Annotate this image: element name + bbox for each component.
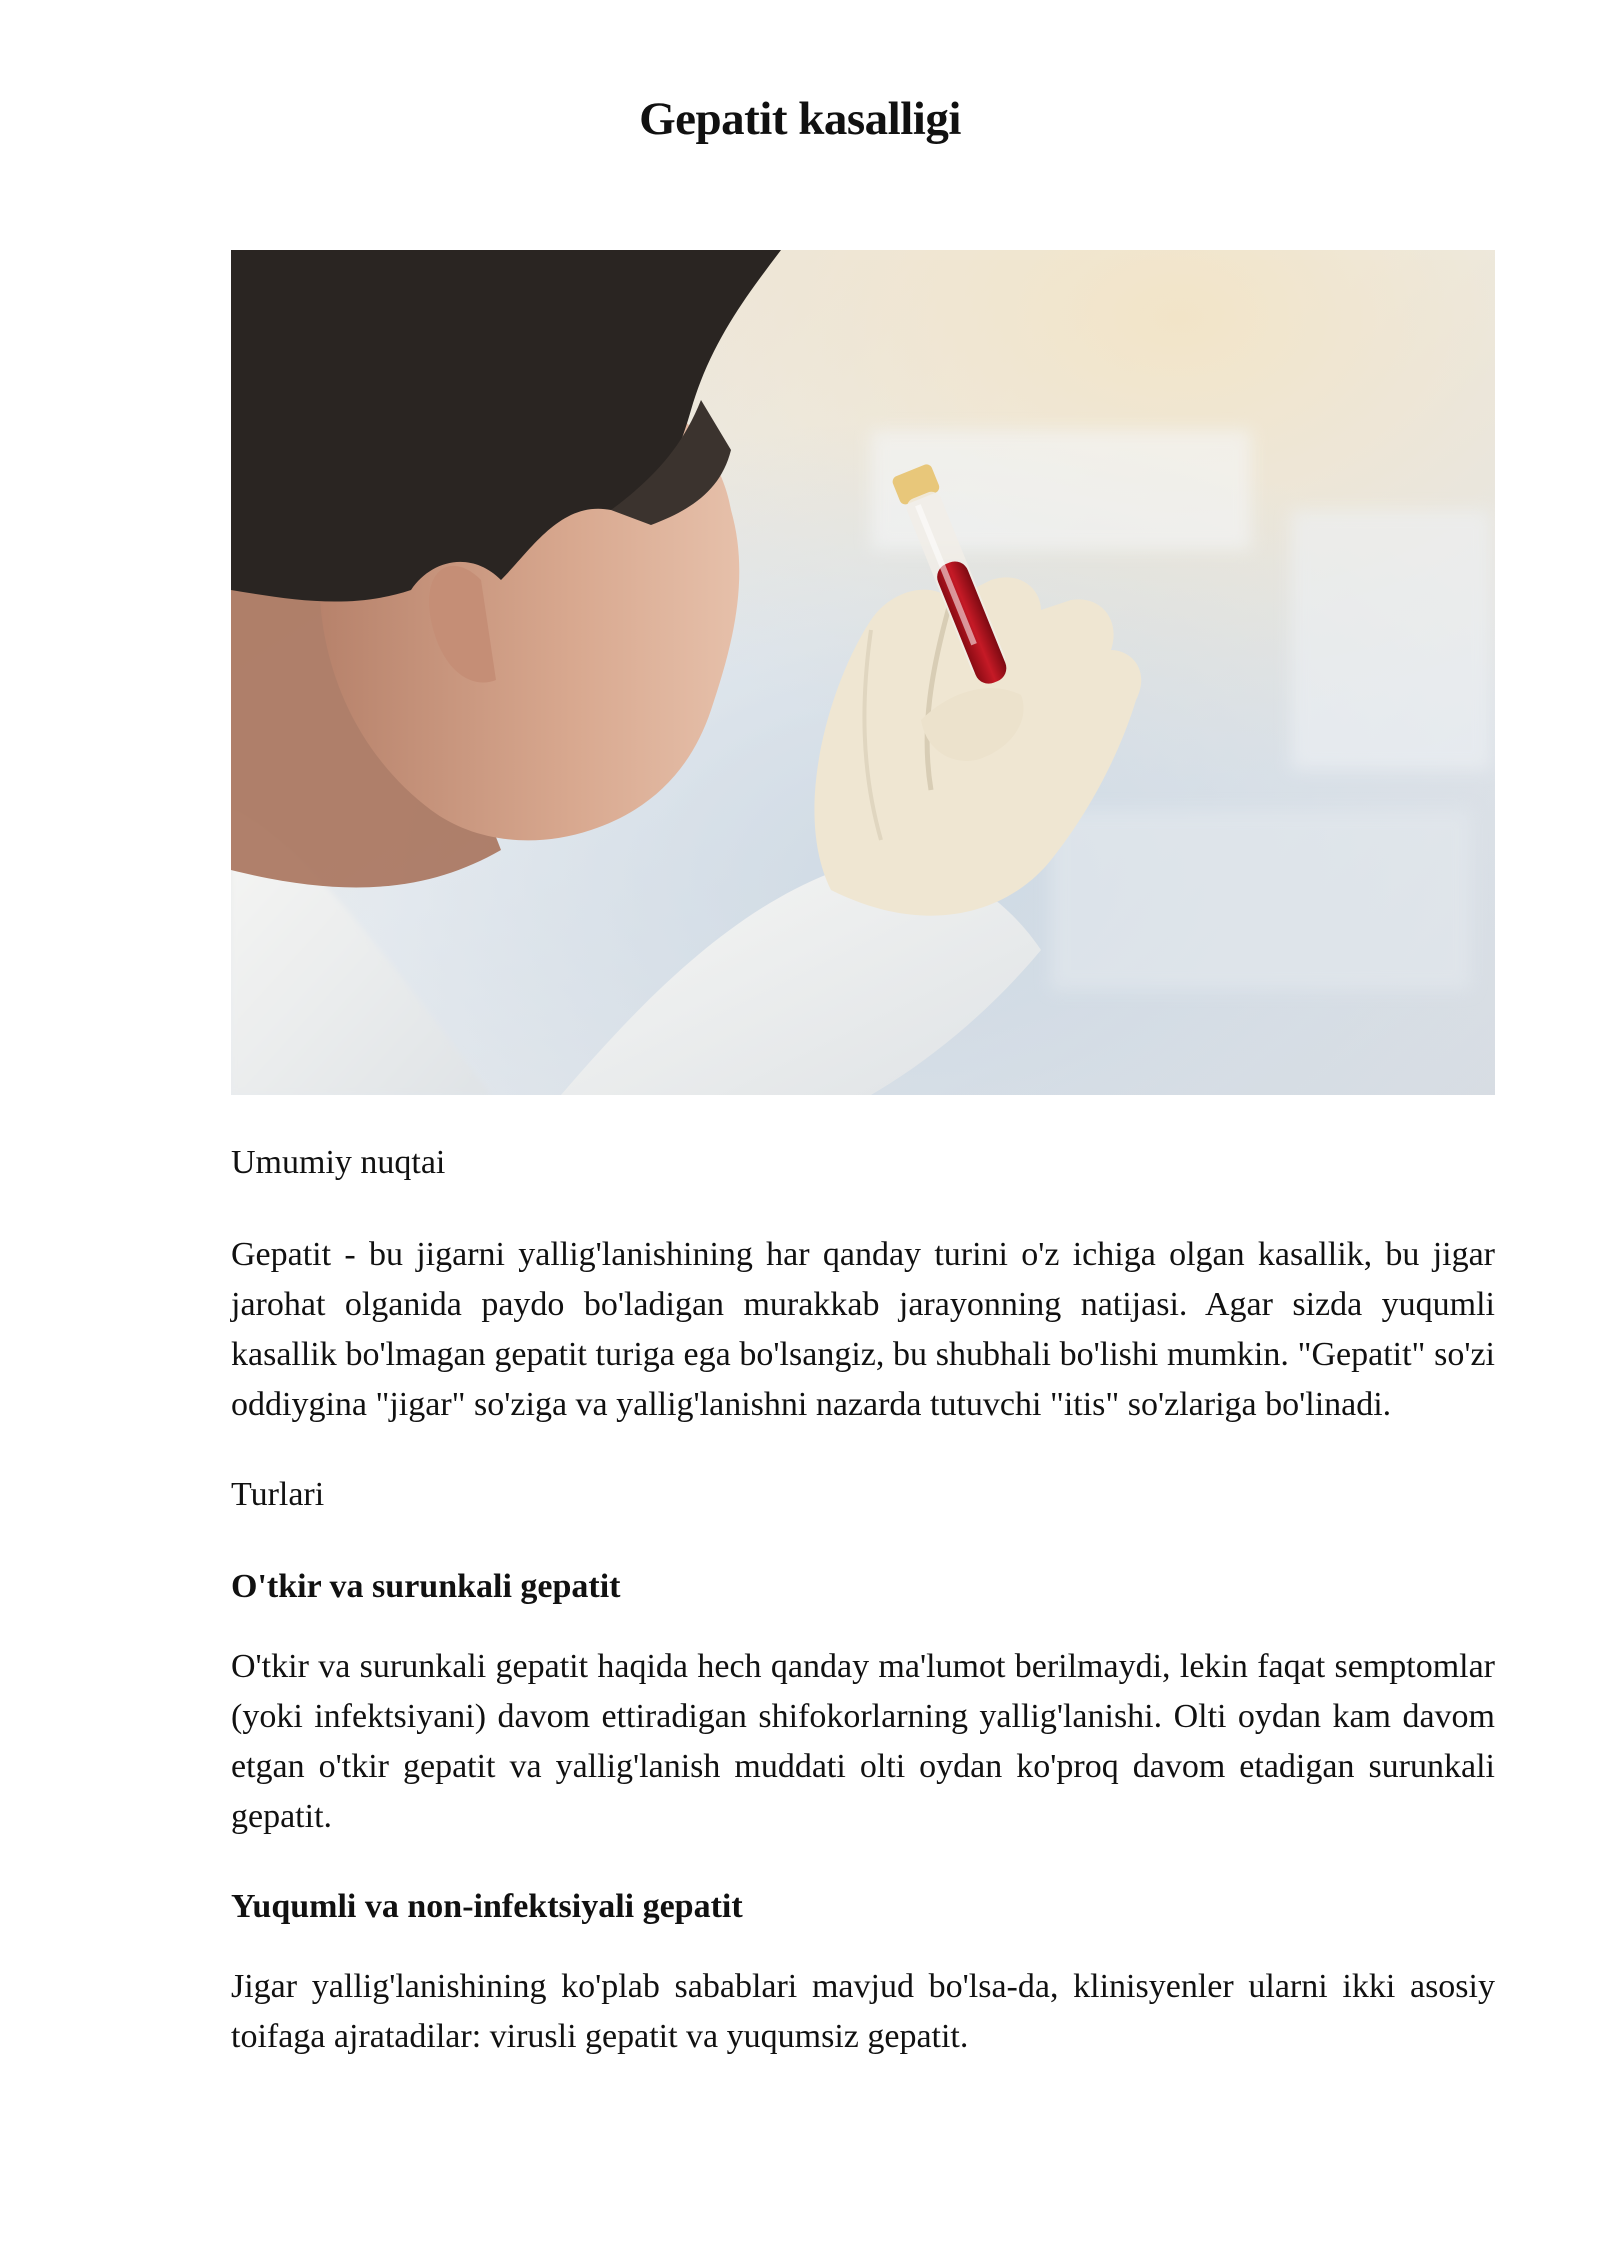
types-heading: Turlari bbox=[231, 1476, 325, 1513]
overview-heading: Umumiy nuqtai bbox=[231, 1144, 446, 1181]
article-body bbox=[231, 1138, 1495, 2102]
section-heading-infectious: Yuqumli va non-infektsiyali gepatit bbox=[231, 1888, 743, 1925]
overview-paragraph: Gepatit - bu jigarni yallig'lanishining har qanday turini o'z ichiga olgan kasallik, bu jigar jarohat olganida paydo bo'ladigan murakkab jarayonning natijasi. Agar sizda yuqumli kasallik bo'lmagan gepatit turiga ega bo'lsangiz, bu shubhali bo'lishi mumkin. "Gepatit" so'zi oddiygina "jigar" so'ziga va yallig'lanishni nazarda tutuvchi "itis" so'zlariga bo'linadi. bbox=[231, 1236, 1495, 1423]
section-heading-acute-chronic: O'tkir va surunkali gepatit bbox=[231, 1568, 621, 1605]
section-paragraph-infectious: Jigar yallig'lanishining ko'plab sabablari mavjud bo'lsa-da, klinisyenler ularni ikki asosiy toifaga ajratadilar: virusli gepatit va yuqumsiz gepatit. bbox=[231, 1968, 1495, 2055]
lab-photo-image bbox=[231, 250, 1495, 1095]
page-title: Gepatit kasalligi bbox=[639, 93, 961, 145]
section-paragraph-acute-chronic: O'tkir va surunkali gepatit haqida hech qanday ma'lumot berilmaydi, lekin faqat semptomlar (yoki infektsiyani) davom ettiradigan shifokorlarning yallig'lanishi. Olti oydan kam davom etgan o'tkir gepatit va yallig'lanish muddati olti oydan ko'proq davom etadigan surunkali gepatit. bbox=[231, 1648, 1495, 1835]
